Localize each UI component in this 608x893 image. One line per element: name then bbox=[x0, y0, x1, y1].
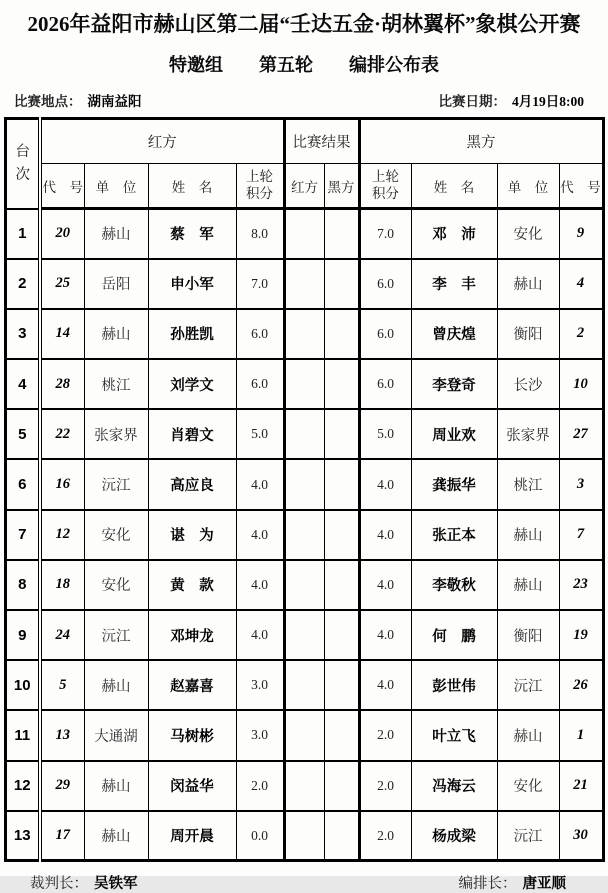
table-row bbox=[5, 359, 603, 409]
red-code-cell: 29 bbox=[40, 761, 84, 811]
red-code-cell: 18 bbox=[40, 560, 84, 610]
red-code-cell: 13 bbox=[40, 710, 84, 760]
table-row bbox=[5, 560, 603, 610]
result-red-cell bbox=[284, 259, 324, 309]
black-score-cell: 4.0 bbox=[359, 459, 411, 509]
black-score-cell: 2.0 bbox=[359, 710, 411, 760]
table-row bbox=[5, 510, 603, 560]
col-header-result-black: 黑方 bbox=[324, 164, 359, 209]
black-name-cell: 叶立飞 bbox=[411, 710, 497, 760]
page-title: 2026年益阳市赫山区第二届“壬达五金·胡林翼杯”象棋公开赛 bbox=[27, 12, 581, 36]
red-code-cell: 24 bbox=[40, 610, 84, 660]
black-code-cell: 27 bbox=[559, 409, 603, 459]
black-score-cell: 5.0 bbox=[359, 409, 411, 459]
black-unit-cell: 安化 bbox=[497, 761, 559, 811]
red-name-cell: 蔡 军 bbox=[148, 209, 236, 259]
black-score-cell: 2.0 bbox=[359, 811, 411, 861]
red-name-cell: 刘学文 bbox=[148, 359, 236, 409]
result-black-cell bbox=[324, 660, 359, 710]
black-name-cell: 李登奇 bbox=[411, 359, 497, 409]
table-row bbox=[5, 610, 603, 660]
board-cell: 8 bbox=[5, 560, 40, 610]
black-code-cell: 9 bbox=[559, 209, 603, 259]
black-name-cell: 曾庆煌 bbox=[411, 309, 497, 359]
result-black-cell bbox=[324, 459, 359, 509]
col-header-result-red: 红方 bbox=[284, 164, 324, 209]
black-name-cell: 何 鹏 bbox=[411, 610, 497, 660]
col-group-result: 比赛结果 bbox=[284, 119, 359, 164]
black-code-cell: 23 bbox=[559, 560, 603, 610]
black-name-cell: 张正本 bbox=[411, 510, 497, 560]
col-header-red-score: 上轮积分 bbox=[236, 164, 284, 209]
arranger-label: 编排长： bbox=[458, 876, 517, 893]
board-cell: 2 bbox=[5, 259, 40, 309]
result-red-cell bbox=[284, 510, 324, 560]
black-unit-cell: 赫山 bbox=[497, 710, 559, 760]
black-name-cell: 彭世伟 bbox=[411, 660, 497, 710]
black-code-cell: 1 bbox=[559, 710, 603, 760]
board-cell: 7 bbox=[5, 510, 40, 560]
red-name-cell: 孙胜凯 bbox=[148, 309, 236, 359]
result-black-cell bbox=[324, 560, 359, 610]
table-row bbox=[5, 710, 603, 760]
red-unit-cell: 赫山 bbox=[84, 209, 148, 259]
black-code-cell: 4 bbox=[559, 259, 603, 309]
board-cell: 13 bbox=[5, 811, 40, 861]
black-name-cell: 周业欢 bbox=[411, 409, 497, 459]
result-red-cell bbox=[284, 359, 324, 409]
date-info bbox=[439, 90, 585, 110]
black-code-cell: 2 bbox=[559, 309, 603, 359]
table-row bbox=[5, 811, 603, 861]
board-cell: 3 bbox=[5, 309, 40, 359]
board-cell: 5 bbox=[5, 409, 40, 459]
red-score-cell: 4.0 bbox=[236, 560, 284, 610]
result-red-cell bbox=[284, 560, 324, 610]
black-code-cell: 26 bbox=[559, 660, 603, 710]
black-code-cell: 3 bbox=[559, 459, 603, 509]
red-name-cell: 高应良 bbox=[148, 459, 236, 509]
table-row bbox=[5, 660, 603, 710]
red-score-cell: 0.0 bbox=[236, 811, 284, 861]
result-red-cell bbox=[284, 459, 324, 509]
result-red-cell bbox=[284, 811, 324, 861]
red-unit-cell: 桃江 bbox=[84, 359, 148, 409]
col-header-red-unit: 单 位 bbox=[84, 164, 148, 209]
board-cell: 12 bbox=[5, 761, 40, 811]
result-black-cell bbox=[324, 811, 359, 861]
result-black-cell bbox=[324, 259, 359, 309]
black-score-cell: 7.0 bbox=[359, 209, 411, 259]
table-row bbox=[5, 459, 603, 509]
info-row bbox=[0, 90, 608, 110]
red-score-cell: 3.0 bbox=[236, 660, 284, 710]
black-name-cell: 李 丰 bbox=[411, 259, 497, 309]
red-unit-cell: 赫山 bbox=[84, 811, 148, 861]
referee-name: 吴铁军 bbox=[94, 876, 138, 893]
table-row bbox=[5, 409, 603, 459]
table-row bbox=[5, 259, 603, 309]
black-unit-cell: 沅江 bbox=[497, 811, 559, 861]
black-score-cell: 4.0 bbox=[359, 510, 411, 560]
red-code-cell: 28 bbox=[40, 359, 84, 409]
black-unit-cell: 衡阳 bbox=[497, 309, 559, 359]
red-unit-cell: 安化 bbox=[84, 510, 148, 560]
red-code-cell: 16 bbox=[40, 459, 84, 509]
black-code-cell: 10 bbox=[559, 359, 603, 409]
red-unit-cell: 赫山 bbox=[84, 761, 148, 811]
red-name-cell: 肖碧文 bbox=[148, 409, 236, 459]
page-subtitle: 特邀组 第五轮 编排公布表 bbox=[169, 55, 439, 75]
red-code-cell: 25 bbox=[40, 259, 84, 309]
black-score-cell: 6.0 bbox=[359, 309, 411, 359]
referee-info bbox=[30, 872, 138, 893]
result-black-cell bbox=[324, 209, 359, 259]
black-unit-cell: 衡阳 bbox=[497, 610, 559, 660]
red-name-cell: 邓坤龙 bbox=[148, 610, 236, 660]
red-unit-cell: 沅江 bbox=[84, 610, 148, 660]
black-code-cell: 7 bbox=[559, 510, 603, 560]
col-group-black: 黑方 bbox=[359, 119, 603, 164]
black-name-cell: 李敬秋 bbox=[411, 560, 497, 610]
red-code-cell: 20 bbox=[40, 209, 84, 259]
black-score-cell: 6.0 bbox=[359, 359, 411, 409]
red-unit-cell: 安化 bbox=[84, 560, 148, 610]
black-unit-cell: 长沙 bbox=[497, 359, 559, 409]
table-row bbox=[5, 761, 603, 811]
black-unit-cell: 沅江 bbox=[497, 660, 559, 710]
black-score-cell: 4.0 bbox=[359, 560, 411, 610]
red-score-cell: 6.0 bbox=[236, 309, 284, 359]
col-header-black-unit: 单 位 bbox=[497, 164, 559, 209]
red-score-cell: 4.0 bbox=[236, 510, 284, 560]
red-code-cell: 17 bbox=[40, 811, 84, 861]
result-red-cell bbox=[284, 209, 324, 259]
black-code-cell: 30 bbox=[559, 811, 603, 861]
black-unit-cell: 赫山 bbox=[497, 560, 559, 610]
red-code-cell: 12 bbox=[40, 510, 84, 560]
red-name-cell: 申小军 bbox=[148, 259, 236, 309]
black-unit-cell: 桃江 bbox=[497, 459, 559, 509]
red-unit-cell: 赫山 bbox=[84, 660, 148, 710]
red-code-cell: 22 bbox=[40, 409, 84, 459]
result-black-cell bbox=[324, 761, 359, 811]
result-black-cell bbox=[324, 359, 359, 409]
red-unit-cell: 张家界 bbox=[84, 409, 148, 459]
red-unit-cell: 大通湖 bbox=[84, 710, 148, 760]
red-name-cell: 周开晨 bbox=[148, 811, 236, 861]
footer-row bbox=[0, 872, 608, 893]
result-black-cell bbox=[324, 309, 359, 359]
col-header-board: 台次 bbox=[5, 119, 40, 209]
board-cell: 11 bbox=[5, 710, 40, 760]
black-code-cell: 19 bbox=[559, 610, 603, 660]
result-red-cell bbox=[284, 761, 324, 811]
result-red-cell bbox=[284, 710, 324, 760]
board-cell: 1 bbox=[5, 209, 40, 259]
red-score-cell: 2.0 bbox=[236, 761, 284, 811]
result-black-cell bbox=[324, 409, 359, 459]
red-score-cell: 7.0 bbox=[236, 259, 284, 309]
arranger-name: 唐亚顺 bbox=[522, 876, 566, 893]
pairing-table-body bbox=[5, 209, 603, 861]
result-black-cell bbox=[324, 710, 359, 760]
result-red-cell bbox=[284, 660, 324, 710]
col-header-red-code: 代 号 bbox=[40, 164, 84, 209]
red-unit-cell: 沅江 bbox=[84, 459, 148, 509]
venue-value: 湖南益阳 bbox=[87, 94, 142, 109]
col-header-red-name: 姓 名 bbox=[148, 164, 236, 209]
arranger-info bbox=[459, 872, 567, 893]
col-header-black-name: 姓 名 bbox=[411, 164, 497, 209]
col-header-black-score: 上轮积分 bbox=[359, 164, 411, 209]
red-score-cell: 5.0 bbox=[236, 409, 284, 459]
black-score-cell: 6.0 bbox=[359, 259, 411, 309]
red-score-cell: 3.0 bbox=[236, 710, 284, 760]
date-label: 比赛日期： bbox=[438, 94, 506, 109]
black-score-cell: 4.0 bbox=[359, 660, 411, 710]
board-cell: 9 bbox=[5, 610, 40, 660]
black-name-cell: 龚振华 bbox=[411, 459, 497, 509]
red-name-cell: 闵益华 bbox=[148, 761, 236, 811]
black-score-cell: 4.0 bbox=[359, 610, 411, 660]
black-score-cell: 2.0 bbox=[359, 761, 411, 811]
red-score-cell: 6.0 bbox=[236, 359, 284, 409]
red-score-cell: 4.0 bbox=[236, 459, 284, 509]
venue-info bbox=[14, 90, 142, 110]
red-unit-cell: 岳阳 bbox=[84, 259, 148, 309]
result-red-cell bbox=[284, 409, 324, 459]
col-group-red: 红方 bbox=[40, 119, 284, 164]
col-header-black-code: 代 号 bbox=[559, 164, 603, 209]
black-name-cell: 杨成梁 bbox=[411, 811, 497, 861]
result-black-cell bbox=[324, 510, 359, 560]
date-value: 4月19日8:00 bbox=[512, 94, 584, 109]
board-cell: 10 bbox=[5, 660, 40, 710]
red-name-cell: 马树彬 bbox=[148, 710, 236, 760]
table-row bbox=[5, 209, 603, 259]
red-score-cell: 4.0 bbox=[236, 610, 284, 660]
black-code-cell: 21 bbox=[559, 761, 603, 811]
black-name-cell: 邓 沛 bbox=[411, 209, 497, 259]
pairing-table bbox=[4, 117, 605, 862]
black-unit-cell: 安化 bbox=[497, 209, 559, 259]
result-black-cell bbox=[324, 610, 359, 660]
referee-label: 裁判长： bbox=[30, 876, 88, 893]
red-name-cell: 谌 为 bbox=[148, 510, 236, 560]
black-name-cell: 冯海云 bbox=[411, 761, 497, 811]
black-unit-cell: 赫山 bbox=[497, 510, 559, 560]
table-row bbox=[5, 309, 603, 359]
board-cell: 4 bbox=[5, 359, 40, 409]
result-red-cell bbox=[284, 309, 324, 359]
venue-label: 比赛地点： bbox=[14, 94, 82, 109]
board-cell: 6 bbox=[5, 459, 40, 509]
red-code-cell: 14 bbox=[40, 309, 84, 359]
red-unit-cell: 赫山 bbox=[84, 309, 148, 359]
red-name-cell: 黄 款 bbox=[148, 560, 236, 610]
black-unit-cell: 张家界 bbox=[497, 409, 559, 459]
result-red-cell bbox=[284, 610, 324, 660]
black-unit-cell: 赫山 bbox=[497, 259, 559, 309]
red-code-cell: 5 bbox=[40, 660, 84, 710]
red-name-cell: 赵嘉喜 bbox=[148, 660, 236, 710]
red-score-cell: 8.0 bbox=[236, 209, 284, 259]
